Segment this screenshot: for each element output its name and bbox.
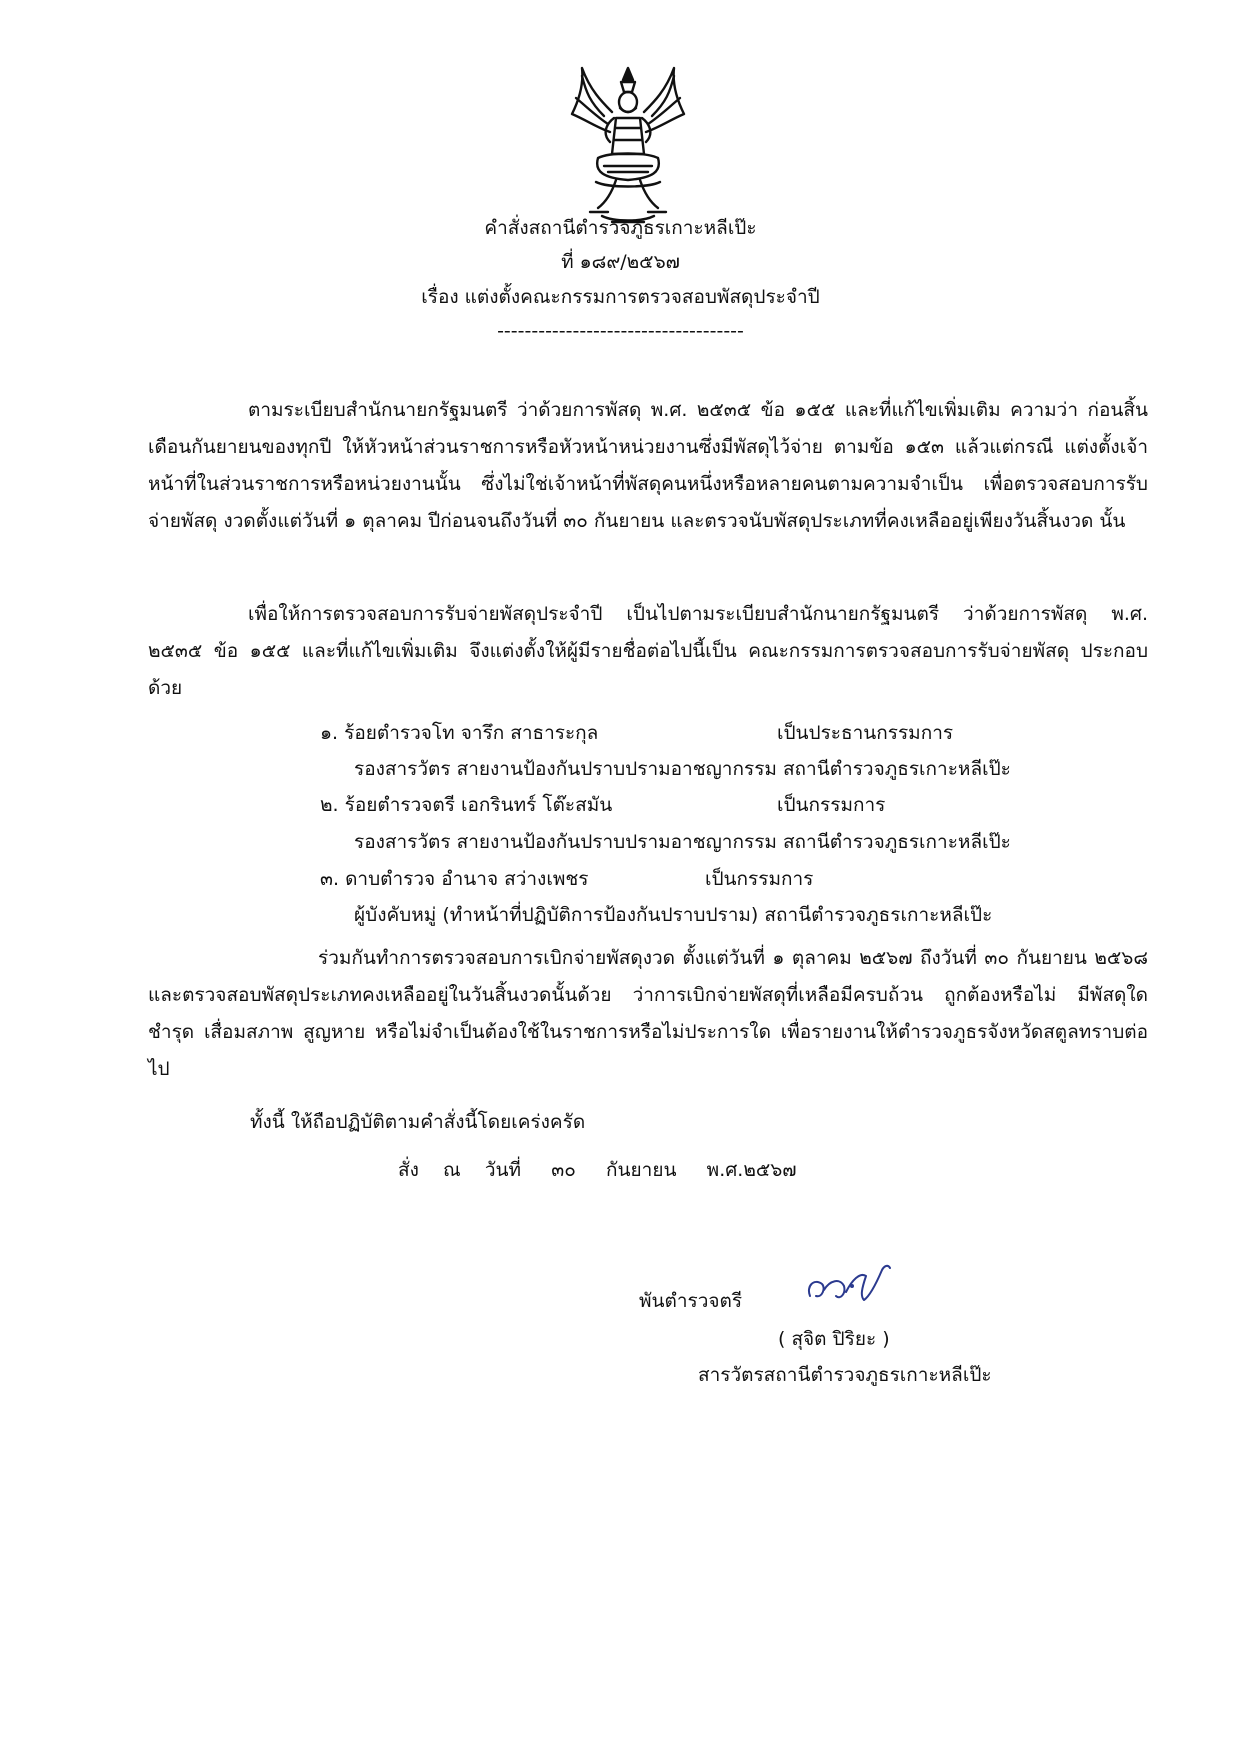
member-1-position: รองสารวัตร สายงานป้องกันปราบปรามอาชญากรรม สถานีตำรวจภูธรเกาะหลีเป๊ะ — [354, 758, 1011, 780]
member-2-number: ๒. — [320, 794, 339, 816]
member-2-role: เป็นกรรมการ — [777, 794, 886, 816]
date-year: พ.ศ.๒๕๖๗ — [706, 1159, 797, 1181]
member-1-role: เป็นประธานกรรมการ — [777, 722, 954, 744]
order-title: คำสั่งสถานีตำรวจภูธรเกาะหลีเป๊ะ — [484, 217, 757, 239]
member-3 — [320, 864, 1080, 894]
member-3-number: ๓. — [320, 868, 340, 890]
order-number: ที่ ๑๘๙/๒๕๖๗ — [561, 251, 680, 273]
member-1-name: ร้อยตำรวจโท จารึก สาธาระกุล — [344, 722, 599, 744]
appointment-paragraph: เพื่อให้การตรวจสอบการรับจ่ายพัสดุประจำปี เป็นไปตามระเบียบสำนักนายกรัฐมนตรี ว่าด้วยการพัสดุ พ.ศ. ๒๕๓๕ ข้อ ๑๕๕ และที่แก้ไขเพิ่มเติม จึงแต่งตั้งให้ผู้มีรายชื่อต่อไปนี้เป็น คณะกรรมการตรวจสอบการรับจ่ายพัสดุ ประกอบด้วย — [148, 603, 1148, 699]
duty-paragraph: ร่วมกันทำการตรวจสอบการเบิกจ่ายพัสดุงวด ตั้งแต่วันที่ ๑ ตุลาคม ๒๕๖๗ ถึงวันที่ ๓๐ กันยายน ๒๕๖๘ และตรวจสอบพัสดุประเภทคงเหลืออยู่ในวันสิ้นงวดนั้นด้วย ว่าการเบิกจ่ายพัสดุที่เหลือมีครบถ้วน ถูกต้องหรือไม่ มีพัสดุใดชำรุด เสื่อมสภาพ สูญหาย หรือไม่จำเป็นต้องใช้ในราชการหรือไม่ประการใด เพื่อรายงานให้ตำรวจภูธรจังหวัดสตูลทราบต่อไป — [148, 947, 1148, 1080]
date-day: ๓๐ — [551, 1159, 576, 1181]
order-subject: เรื่อง แต่งตั้งคณะกรรมการตรวจสอบพัสดุประจำปี — [421, 286, 820, 308]
member-3-position: ผู้บังคับหมู่ (ทำหน้าที่ปฏิบัติการป้องกันปราบปราม) สถานีตำรวจภูธรเกาะหลีเป๊ะ — [354, 904, 993, 926]
handwritten-signature — [800, 1256, 896, 1314]
member-3-name: ดาบตำรวจ อำนาจ สว่างเพชร — [345, 868, 589, 890]
member-2-name: ร้อยตำรวจตรี เอกรินทร์ โต๊ะสมัน — [344, 794, 613, 816]
signer-name: ( สุจิต ปิริยะ ) — [778, 1328, 890, 1350]
signer-rank: พันตำรวจตรี — [639, 1290, 743, 1312]
member-2 — [320, 790, 1080, 820]
signer-title: สารวัตรสถานีตำรวจภูธรเกาะหลีเป๊ะ — [698, 1364, 992, 1386]
garuda-emblem-icon — [568, 62, 688, 228]
member-1-number: ๑. — [320, 722, 339, 744]
header-separator: ------------------------------------ — [497, 320, 744, 342]
member-1 — [320, 718, 1080, 748]
member-2-position: รองสารวัตร สายงานป้องกันปราบปรามอาชญากรรม สถานีตำรวจภูธรเกาะหลีเป๊ะ — [354, 831, 1011, 853]
date-at: ณ — [443, 1159, 461, 1181]
date-prefix: สั่ง — [398, 1159, 419, 1181]
closing-line: ทั้งนี้ ให้ถือปฏิบัติตามคำสั่งนี้โดยเคร่งครัด — [250, 1111, 586, 1133]
order-date — [398, 1155, 797, 1185]
member-3-role: เป็นกรรมการ — [705, 868, 814, 890]
date-day-label: วันที่ — [484, 1159, 522, 1181]
preamble-paragraph: ตามระเบียบสำนักนายกรัฐมนตรี ว่าด้วยการพัสดุ พ.ศ. ๒๕๓๕ ข้อ ๑๕๕ และที่แก้ไขเพิ่มเติม ความว่า ก่อนสิ้นเดือนกันยายนของทุกปี ให้หัวหน้าส่วนราชการหรือหัวหน้าหน่วยงานซึ่งมีพัสดุไว้จ่าย ตามข้อ ๑๕๓ แล้วแต่กรณี แต่งตั้งเจ้าหน้าที่ในส่วนราชการหรือหน่วยงานนั้น ซึ่งไม่ใช่เจ้าหน้าที่พัสดุคนหนึ่งหรือหลายคนตามความจำเป็น เพื่อตรวจสอบการรับจ่ายพัสดุ งวดตั้งแต่วันที่ ๑ ตุลาคม ปีก่อนจนถึงวันที่ ๓๐ กันยายน และตรวจนับพัสดุประเภทที่คงเหลืออยู่เพียงวันสิ้นงวด นั้น — [148, 399, 1148, 532]
date-month: กันยายน — [606, 1159, 677, 1181]
